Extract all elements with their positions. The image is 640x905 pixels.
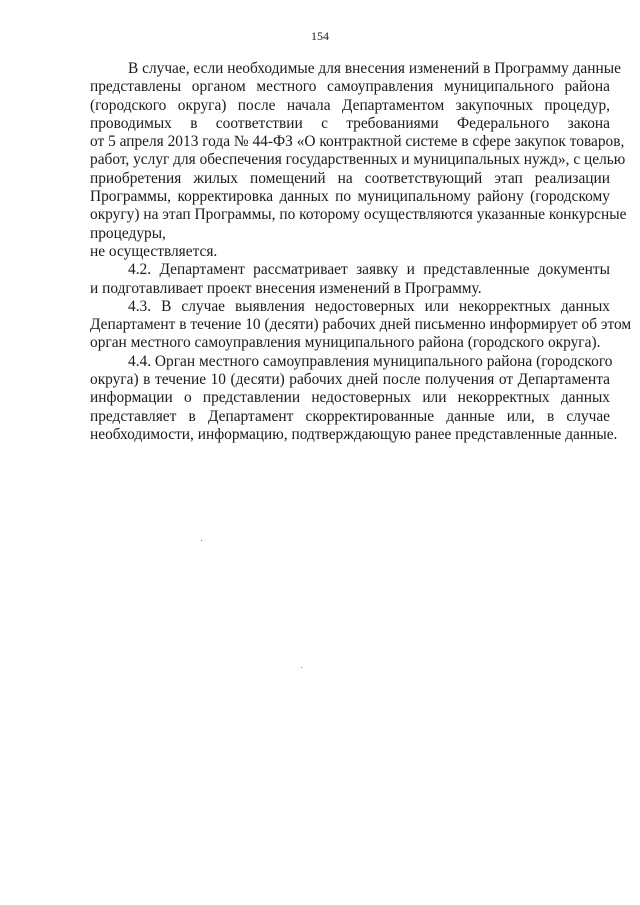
text-line: 4.3. В случае выявления недостоверных или некорректных данных (128, 297, 610, 315)
text-line: информации о представлении недостоверных или некорректных данных (90, 389, 610, 407)
text-line: округа) в течение 10 (десяти) рабочих дней после получения от Департамента (90, 371, 610, 389)
text-line: приобретения жилых помещений на соответствующий этап реализации (90, 169, 610, 187)
paragraph-4-4 (90, 352, 618, 444)
scan-speck (201, 540, 202, 541)
text-line: Департамент в течение 10 (десяти) рабочих дней письменно информирует об этом (90, 316, 632, 334)
scan-speck (301, 667, 302, 668)
text-line: проводимых в соответствии с требованиями Федерального закона (90, 114, 610, 132)
text-line: 4.2. Департамент рассматривает заявку и представленные документы (128, 261, 610, 279)
document-body (90, 60, 632, 444)
paragraph-program-changes (90, 60, 627, 261)
text-line: представлены органом местного самоуправления муниципального района (90, 78, 610, 96)
text-line: необходимости, информацию, подтверждающую ранее представленные данные. (90, 425, 618, 443)
paragraph-4-3 (90, 297, 632, 353)
text-line: не осуществляется. (90, 242, 218, 260)
paragraph-4-2 (90, 261, 610, 298)
text-line: от 5 апреля 2013 года № 44-ФЗ «О контрактной системе в сфере закупок товаров, (90, 133, 625, 151)
page-number: 154 (311, 29, 329, 43)
text-line: 4.4. Орган местного самоуправления муниципального района (городского (128, 352, 613, 370)
text-line: работ, услуг для обеспечения государственных и муниципальных нужд», с целью (90, 151, 626, 169)
text-line: и подготавливает проект внесения изменений в Программу. (90, 279, 482, 297)
text-line: орган местного самоуправления муниципального района (городского округа). (90, 334, 601, 352)
text-line: округу) на этап Программы, по которому осуществляются указанные конкурсные (90, 206, 627, 224)
text-line: В случае, если необходимые для внесения изменений в Программу данные (128, 60, 621, 77)
text-line: представляет в Департамент скорректированные данные или, в случае (90, 407, 610, 425)
text-line: Программы, корректировка данных по муниципальному району (городскому (90, 188, 610, 206)
text-line: (городского округа) после начала Департаментом закупочных процедур, (90, 96, 610, 114)
text-line: процедуры, (90, 224, 166, 242)
